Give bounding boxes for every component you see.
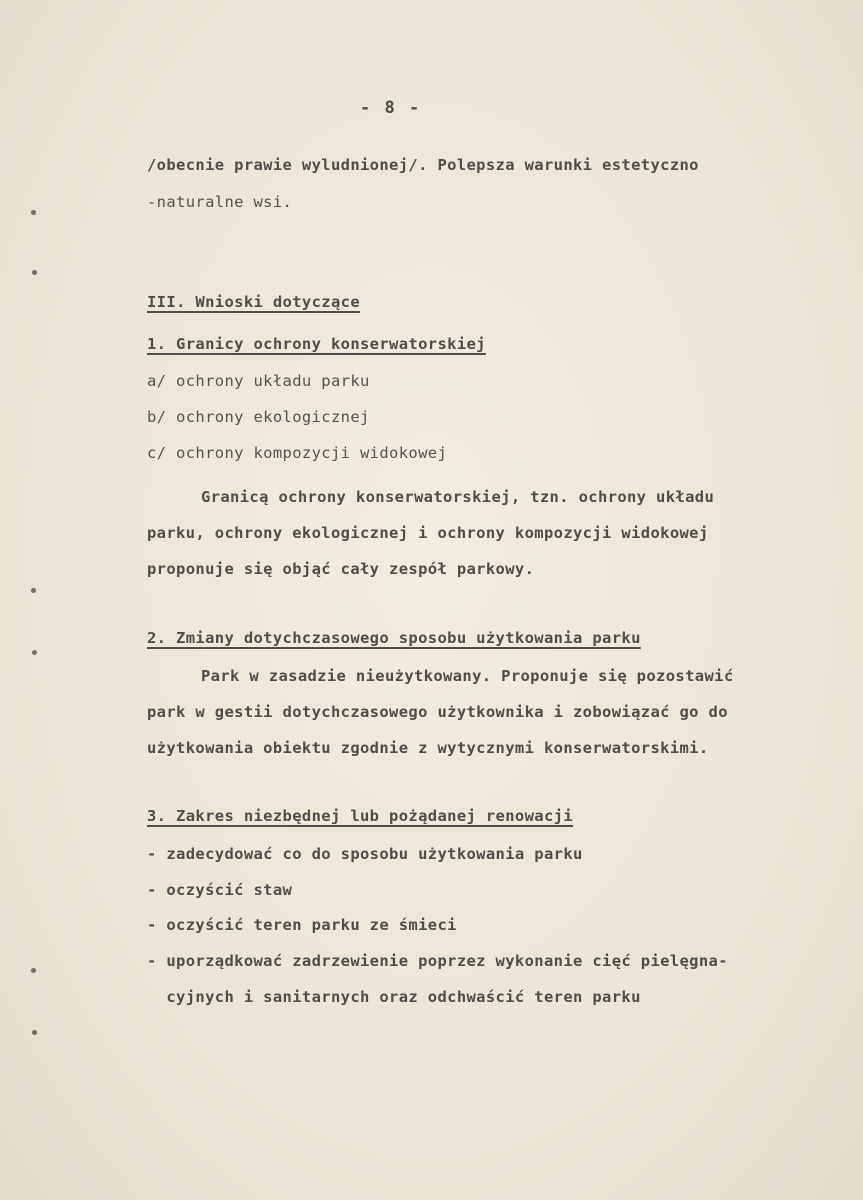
list-item: a/ ochrony układu parku [147, 372, 370, 390]
paragraph-line: park w gestii dotychczasowego użytkownika i zobowiązać go do [147, 703, 728, 721]
section2-heading: 2. Zmiany dotychczasowego sposobu użytkowania parku [147, 629, 641, 647]
punch-hole-mark [32, 1030, 37, 1035]
list-item: - uporządkować zadrzewienie poprzez wykonanie cięć pielęgna- [147, 952, 728, 970]
punch-hole-mark [31, 968, 36, 973]
intro-line: /obecnie prawie wyludnionej/. Polepsza warunki estetyczno [147, 156, 699, 174]
list-item: b/ ochrony ekologicznej [147, 408, 370, 426]
section3-heading: 3. Zakres niezbędnej lub pożądanej renowacji [147, 807, 573, 825]
paragraph-line: proponuje się objąć cały zespół parkowy. [147, 560, 535, 578]
page-number: - 8 - [360, 98, 422, 118]
section-heading: III. Wnioski dotyczące [147, 293, 360, 311]
punch-hole-mark [31, 588, 36, 593]
list-item: - oczyścić teren parku ze śmieci [147, 916, 457, 934]
list-item: c/ ochrony kompozycji widokowej [147, 444, 448, 462]
list-item: cyjnych i sanitarnych oraz odchwaścić teren parku [147, 988, 641, 1006]
punch-hole-mark [32, 650, 37, 655]
paragraph-line: parku, ochrony ekologicznej i ochrony kompozycji widokowej [147, 524, 709, 542]
intro-line: -naturalne wsi. [147, 193, 293, 211]
section1-heading: 1. Granicy ochrony konserwatorskiej [147, 335, 486, 353]
list-item: - zadecydować co do sposobu użytkowania parku [147, 845, 583, 863]
list-item: - oczyścić staw [147, 881, 293, 899]
paragraph-line: Granicą ochrony konserwatorskiej, tzn. ochrony układu [201, 488, 715, 506]
paragraph-line: użytkowania obiektu zgodnie z wytycznymi konserwatorskimi. [147, 739, 709, 757]
punch-hole-mark [32, 270, 37, 275]
paragraph-line: Park w zasadzie nieużytkowany. Proponuje się pozostawić [201, 667, 734, 685]
punch-hole-mark [31, 210, 36, 215]
